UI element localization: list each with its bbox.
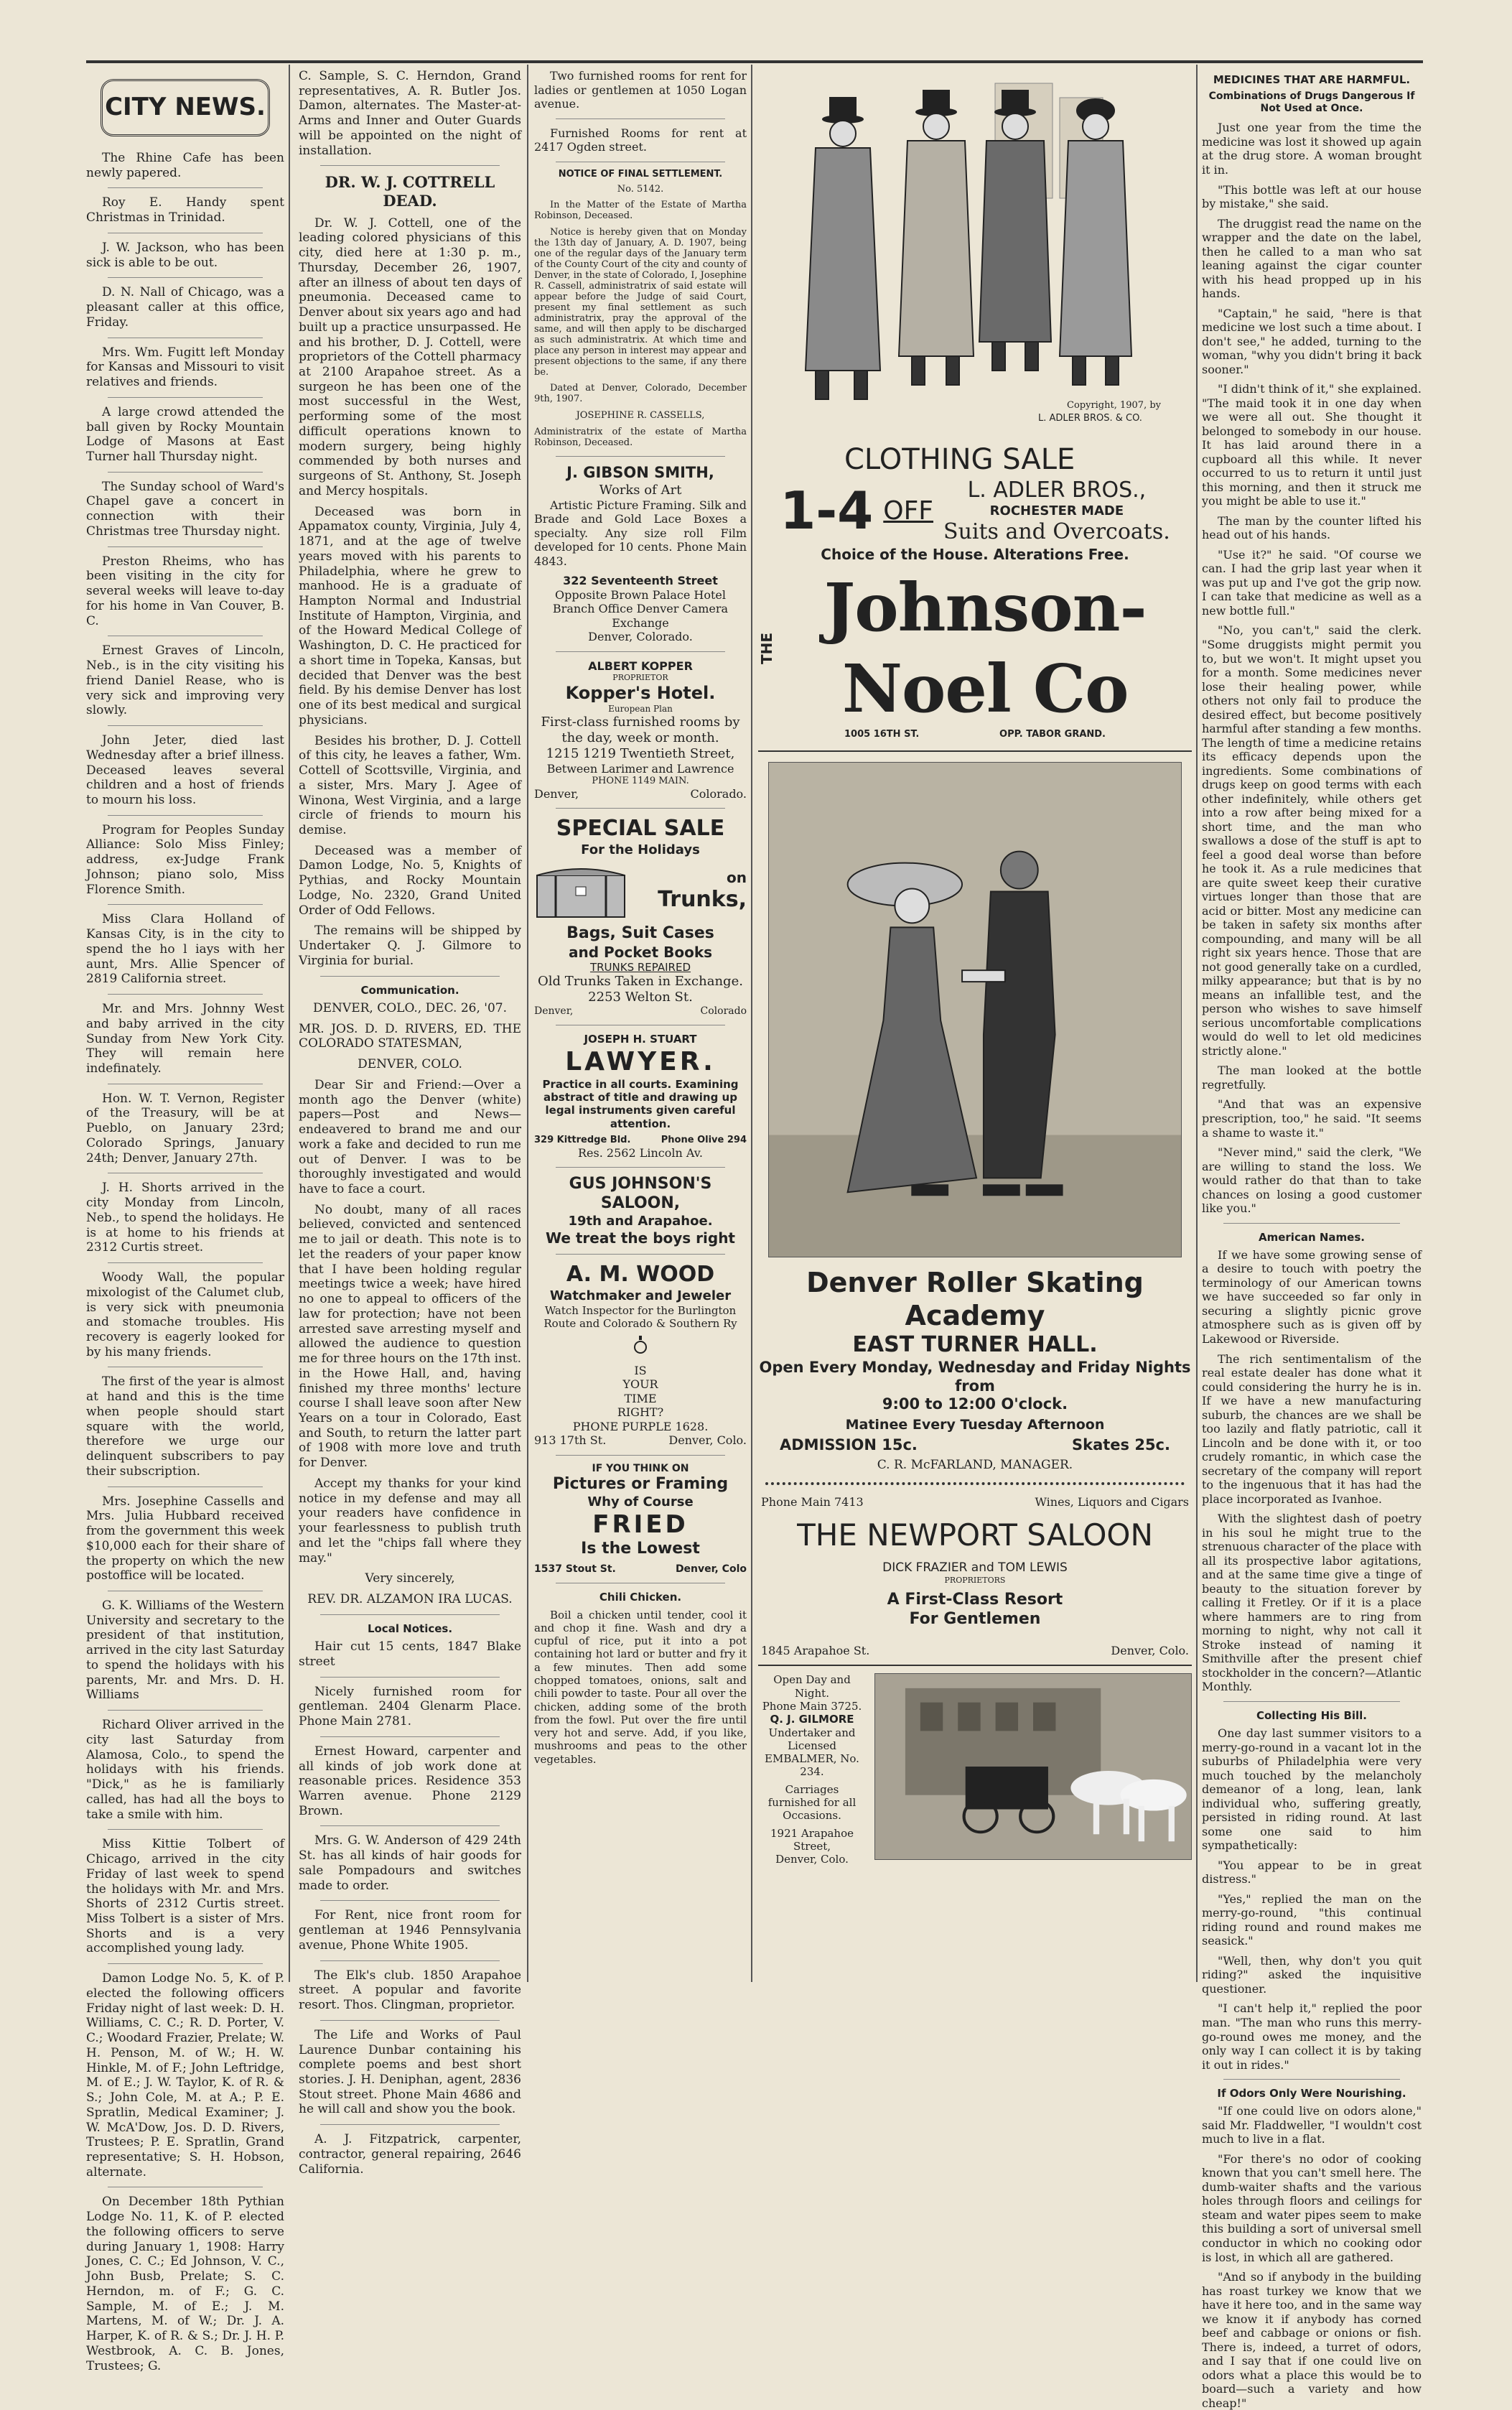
johnson-noel-logo: Johnson-Noel Co [823, 569, 1147, 727]
communication-closing: Very sincerely, [365, 1571, 455, 1586]
paragraph: Richard Oliver arrived in the city last Saturday from Alamosa, Colo., to spend the holidays with his friends. "Dick," as he is familiarly called, has had all the boys to take a smile with him. [86, 1718, 284, 1822]
gibson-subtitle: Works of Art [599, 482, 682, 498]
chili-chicken-recipe: Boil a chicken until tender, cool it and chop it fine. Wash and dry a cupful of rice, put it into a pot containing hot lard or butter and fry it a few minutes. Then add some chopped tomatoes, onions, salt and chili powder to taste. Pour all over the chicken, adding some of the broth from the fowl. Put over the fire until very hot and serve. Add, if you like, mushrooms and peas to the other vegetables. [534, 1608, 747, 1766]
paragraph: "Never mind," said the clerk, "We are willing to stand the loss. We would rather do that than to take chances on losing a good customer like you." [1202, 1145, 1422, 1216]
paragraph: "Captain," he said, "here is that medicine we lost such a time about. I don't see," he added, turning to the woman, "why you didn't bring it back sooner." [1202, 306, 1422, 376]
skating-manager: C. R. McFARLAND, MANAGER. [877, 1457, 1073, 1472]
divider [108, 1262, 263, 1263]
divider [556, 118, 725, 119]
notice-dated: Dated at Denver, Colorado, December 9th, 1907. [534, 383, 747, 405]
fried-lowest: Is the Lowest [581, 1540, 700, 1558]
trunk-icon [534, 862, 627, 920]
adler-copyright-holder: L. ADLER BROS. & CO. [1038, 413, 1142, 424]
divider [1223, 1701, 1400, 1702]
special-sale-ad [534, 816, 747, 1018]
newport-name: THE NEWPORT SALOON [797, 1517, 1153, 1553]
paragraph: Mrs. G. W. Anderson of 429 24th St. has all kinds of hair goods for sale Pompadours and switches made to order. [299, 1833, 521, 1893]
divider [108, 277, 263, 278]
top-rule [86, 60, 1423, 63]
notice-headline: NOTICE OF FINAL SETTLEMENT. [558, 168, 723, 180]
divider [320, 1614, 500, 1615]
paragraph: One day last summer visitors to a merry-go-round in a vacant lot in the suburbs of Philadelphia were very much touched by the melancholy demeanor of a long, lean, lank individual who, suffering greatly, persisted in riding round. At last some one said to him sympathetically: [1202, 1726, 1422, 1853]
paragraph: Miss Kittie Tolbert of Chicago, arrived in the city Friday of last week to spend the holidays with Mr. and Mrs. Shorts of 2312 Curtis street. Miss Tolbert is a sister of Mrs. Shorts and is a very accomplished young lady. [86, 1837, 284, 1956]
adler-clothing-ad [758, 442, 1192, 740]
paragraph: D. N. Nall of Chicago, was a pleasant caller at this office, Friday. [86, 285, 284, 330]
fried-pictures: Pictures or Framing [552, 1475, 729, 1494]
paragraph: The man by the counter lifted his head out of his hands. [1202, 513, 1422, 542]
column-divider [751, 65, 752, 1982]
stuart-lawyer-ad [534, 1033, 747, 1160]
medicines-article [1202, 121, 1422, 1215]
wood-question: YOUR [622, 1377, 658, 1392]
paragraph: "For there's no odor of cooking known that you can't smell here. The dumb-waiter shafts and the various holes through floors and ceilings for steam and water pipes seem to make this building a sort of universal smell conductor in which no cooking odor is lost, in which all are gathered. [1202, 2151, 1422, 2264]
notice-signature: JOSEPHINE R. CASSELLS, [576, 410, 705, 422]
paragraph: Program for Peoples Sunday Alliance: Solo Miss Finley; address, ex-Judge Frank Johnson; piano solo, Miss Florence Smith. [86, 822, 284, 897]
odors-article [1202, 2104, 1422, 2410]
paragraph: "This bottle was left at our house by mistake," she said. [1202, 182, 1422, 211]
wood-question: TIME [624, 1391, 657, 1405]
medicines-subhead: Combinations of Drugs Dangerous If Not Used at Once. [1208, 90, 1415, 115]
city-news-items [86, 151, 284, 2373]
column-city-news [86, 69, 284, 2373]
rooms-notice: Two furnished rooms for rent for ladies or gentlemen at 1050 Logan avenue. [534, 69, 747, 111]
chili-chicken-headline: Chili Chicken. [599, 1591, 682, 1604]
local-notices [299, 1639, 521, 2177]
skating-title: Denver Roller Skating Academy [806, 1266, 1144, 1332]
sale-bags: Bags, Suit Cases [566, 923, 714, 942]
divider [320, 1736, 500, 1737]
newport-for-gentlemen: For Gentlemen [909, 1610, 1041, 1629]
paragraph: "I can't help it," replied the poor man. "The man who runs this merry-go-round owes me money, and the only way I can collect it is by taking it out in rides." [1202, 2001, 1422, 2072]
johnson-noel-address: 1005 16TH ST. [844, 728, 920, 740]
paragraph: Mrs. Josephine Cassells and Mrs. Julia Hubbard received from the government this week $10,000 each for their share of the property on which the new postoffice will be located. [86, 1494, 284, 1583]
city-news-header: CITY NEWS. [101, 79, 270, 136]
wood-question: RIGHT? [617, 1405, 664, 1420]
gilmore-title: Undertaker and Licensed EMBALMER, No. 234. [765, 1726, 859, 1779]
kopper-proprietor: PROPRIETOR [612, 673, 668, 683]
paragraph: The Elk's club. 1850 Arapahoe street. A popular and favorite resort. Thos. Clingman, proprietor. [299, 1968, 521, 2013]
gibson-city: Denver, Colorado. [588, 630, 693, 644]
final-settlement-notice [534, 169, 747, 450]
kopper-between: Between Larimer and Lawrence [546, 761, 734, 776]
sale-state: Colorado [700, 1005, 747, 1018]
paragraph: Deceased was born in Appamatox county, Virginia, July 4, 1871, and at the age of twelve years moved with his parents to Philadelphia, where he grew to manhood. He is a graduate of Hampton Normal and Industrial Institute of Hampton, Virginia, and of the Howard Medical College of Washington, D. C. He practiced for a short time in Topeka, Kansas, but decided that Denver was the best field. By his demise Denver has lost one of its best medical and surgical physicians. [299, 504, 521, 727]
paragraph: No doubt, many of all races believed, convicted and sentenced me to jail or death. This note is to let the readers of your paper know that I have been holding regular meetings twice a week; have hired no one to appeal to officers of the law for protection; have not been arrested save arresting myself and allowed the audience to question me for three hours on the 17th inst. in the Howe Hall, and, having finished my three months' lecture course I shall leave soon after New Years on a tour in Colorado, East and South, to return the latter part of 1908 with more love and truth for Denver. [299, 1202, 521, 1471]
suits-overcoats: Suits and Overcoats. [943, 519, 1170, 545]
divider [320, 976, 500, 977]
paragraph: The Sunday school of Ward's Chapel gave a concert in connection with their Christmas tree Thursday night. [86, 479, 284, 539]
sale-old-trunks: Old Trunks Taken in Exchange. [538, 974, 743, 990]
fried-if: IF YOU THINK ON [592, 1462, 689, 1474]
paragraph: Roy E. Handy spent Christmas in Trinidad. [86, 195, 284, 225]
divider [320, 2124, 500, 2125]
paragraph: Miss Clara Holland of Kansas City, is in the city to spend the ho l iays with her aunt, Mrs. Allie Spencer of 2819 California street. [86, 912, 284, 987]
divider [108, 546, 263, 547]
paragraph: "And that was an expensive prescription, too," he said. "It seems a shame to waste it." [1202, 1097, 1422, 1140]
divider [320, 165, 500, 166]
skating-admission: ADMISSION 15c. [780, 1436, 918, 1453]
divider [758, 750, 1192, 752]
divider [556, 808, 725, 809]
choice-of-house: Choice of the House. Alterations Free. [821, 545, 1129, 563]
local-notices-headline: Local Notices. [367, 1622, 453, 1635]
paragraph: Nicely furnished room for gentleman. 2404 Glenarm Place. Phone Main 2781. [299, 1684, 521, 1729]
paragraph: Preston Rheims, who has been visiting in the city for several weeks will leave to-day for his home in Van Couver, B. C. [86, 554, 284, 628]
paragraph: On December 18th Pythian Lodge No. 11, K. of P. elected the following officers to serve during January 1, 1908: Harry Jones, C. C.; Ed Johnson, V. C., John Busb, Prelate; S. C. Herndon, m. of F.; G. C. Sample, M. of E.; J. M. Martens, M. of W.; Dr. J. A. Harper, K. of R. & S.; Dr. J. H. P. Westbrook, A. C. B. Jones, Trustees; G. [86, 2195, 284, 2373]
kopper-address: 1215 1219 Twentieth Street, [546, 745, 735, 761]
communication-body [299, 1078, 521, 1566]
gus-name: GUS JOHNSON'S SALOON, [569, 1175, 712, 1213]
medicines-headline: MEDICINES THAT ARE HARMFUL. [1213, 73, 1411, 86]
paragraph: "You appear to be in great distress." [1202, 1858, 1422, 1886]
gilmore-undertaker-ad [758, 1673, 1192, 1866]
divider [556, 1455, 725, 1456]
johnson-noel-the: THE [758, 632, 775, 664]
sale-address: 2253 Welton St. [588, 990, 693, 1005]
paragraph: Mr. and Mrs. Johnny West and baby arrived in the city Sunday from New York City. They will remain here indefinately. [86, 1002, 284, 1076]
gilmore-address: 1921 Arapahoe Street, [770, 1826, 854, 1853]
newport-city: Denver, Colo. [1111, 1643, 1189, 1657]
paragraph: If we have some growing sense of a desire to touch with poetry the terminology of our American towns we have succeeded so far only in securing a slightly picnic grove atmosphere such as is given off by Lakewood or Riverside. [1202, 1247, 1422, 1346]
gibson-branch: Branch Office Denver Camera Exchange [552, 602, 729, 630]
skating-academy-ad [758, 1266, 1192, 1473]
odors-headline: If Odors Only Were Nourishing. [1217, 2087, 1406, 2100]
fried-why: Why of Course [587, 1494, 694, 1509]
cottrell-article [299, 216, 521, 969]
adler-name: L. ADLER BROS., [967, 477, 1147, 503]
divider [108, 994, 263, 995]
paragraph: The rich sentimentalism of the real estate dealer has done what it could considering the hurry he is in. If we have a new manufacturing suburb, the chances are we shall be too lazily and flatly patriotic, call it Lincoln and be done with it, or too crudely romantic, in which case the secretary of the company will report to the ingenuous that it has had the place incorporated as Ivanhoe. [1202, 1351, 1422, 1506]
divider [108, 397, 263, 398]
fried-name: FRIED [592, 1509, 689, 1539]
newport-wines: Wines, Liquors and Cigars [1035, 1495, 1189, 1509]
divider [1223, 2079, 1400, 2080]
divider [320, 1900, 500, 1901]
decorative-border [765, 1482, 1185, 1485]
paragraph: J. H. Shorts arrived in the city Monday from Lincoln, Neb., to spend the holidays. He is at home to his friends at 2312 Curtis street. [86, 1181, 284, 1255]
notice-number: No. 5142. [617, 183, 664, 195]
divider [108, 904, 263, 905]
divider [758, 1665, 1192, 1666]
skating-open: Open Every Monday, Wednesday and Friday Nights from [759, 1358, 1191, 1395]
divider [320, 1960, 500, 1961]
column-five [1202, 69, 1422, 2410]
divider [108, 1710, 263, 1711]
clothing-sale-headline: CLOTHING SALE [844, 443, 1075, 476]
collecting-bill-article [1202, 1726, 1422, 2072]
divider [108, 815, 263, 816]
divider [320, 1677, 500, 1678]
gilmore-carriages: Carriages furnished for all Occasions. [767, 1782, 857, 1823]
skating-time: 9:00 to 12:00 O'clock. [882, 1395, 1068, 1413]
gilmore-open: Open Day and Night. [773, 1673, 851, 1700]
divider [556, 456, 725, 457]
wood-jeweler-ad [534, 1262, 747, 1448]
men-in-overcoats-illustration [758, 69, 1192, 442]
paragraph: Accept my thanks for your kind notice in my defense and may all your readers have confidence in your fearlessness to publish truth and let the "chips fall where they may." [299, 1476, 521, 1565]
gilmore-phone: Phone Main 3725. [762, 1699, 862, 1713]
paragraph: The druggist read the name on the wrapper and the date on the label, then he called to a man who sat leaning against the cigar counter with his head propped up in his hands. [1202, 216, 1422, 301]
gus-address: 19th and Arapahoe. [568, 1213, 713, 1229]
paragraph: Woody Wall, the popular mixologist of the Calumet club, is very sick with pneumonia and stomache troubles. His recovery is eagerly looked for by his many friends. [86, 1270, 284, 1359]
paragraph: G. K. Williams of the Western University and secretary to the president of that institution, arrived in the city last Saturday to spend the holidays with his parents, Mr. and Mrs. D. H. Williams [86, 1599, 284, 1703]
sale-trunks: Trunks, [658, 886, 747, 912]
skaters-image [769, 763, 1181, 1257]
discount-fraction: 1-4 [780, 480, 874, 541]
wood-city: Denver, Colo. [668, 1433, 747, 1448]
stuart-title: LAWYER. [565, 1046, 716, 1076]
paragraph: John Jeter, died last Wednesday after a brief illness. Deceased leaves several children and a host of friends to mourn his loss. [86, 733, 284, 807]
paragraph: Just one year from the time the medicine was lost it showed up again at the drug store. A woman brought it in. [1202, 121, 1422, 177]
fried-city: Denver, Colo [675, 1563, 747, 1576]
gibson-smith-ad [534, 464, 747, 644]
paragraph: Dr. W. J. Cottell, one of the leading colored physicians of this city, died here at 1:30 p. m., Thursday, December 26, 1907, after an illness of about ten days of pneumonia. Deceased came to Denver about six years ago and had built up a practice unsurpassed. He and his brother, D. J. Cottell, were proprietors of the Cottell pharmacy at 2100 Arapahoe street. As a surgeon he has been one of the most successful in the West, performing some of the most difficult operations known to modern surgery, being highly commended by both nurses and surgeons of St. Anthony, St. Joseph and Mercy hospitals. [299, 215, 521, 498]
divider [556, 1254, 725, 1255]
paragraph: A large crowd attended the ball given by Rocky Mountain Lodge of Masons at East Turner hall Thursday night. [86, 404, 284, 465]
fried-address: 1537 Stout St. [534, 1563, 616, 1576]
horse-carriage-image [875, 1674, 1191, 1859]
notice-signature-title: Administratrix of the estate of Martha Robinson, Deceased. [534, 427, 747, 449]
paragraph: For Rent, nice front room for gentleman at 1946 Pennsylvania avenue, Phone White 1905. [299, 1908, 521, 1953]
column-divider [1196, 65, 1198, 1982]
american-names-article [1202, 1248, 1422, 1694]
kopper-plan: European Plan [608, 704, 673, 715]
newport-address: 1845 Arapahoe St. [761, 1643, 870, 1657]
discount-off: OFF [883, 496, 934, 526]
carriage-photo [874, 1673, 1192, 1860]
newport-phone: Phone Main 7413 [761, 1495, 864, 1509]
sale-pocket-books: and Pocket Books [568, 943, 713, 961]
kopper-name: ALBERT KOPPER [588, 659, 693, 673]
kopper-state: Colorado. [690, 786, 747, 801]
paragraph: "I didn't think of it," she explained. "The maid took it in one day when we were all out. She thought it belonged to somebody in our house. It has laid around there in a cupboard all this while. It never occurred to us to return it until just this morning, and then it struck me you might be able to use it." [1202, 382, 1422, 508]
communication-headline: Communication. [360, 983, 459, 997]
wood-phone: PHONE PURPLE 1628. [572, 1419, 709, 1433]
divider [108, 1829, 263, 1830]
paragraph: J. W. Jackson, who has been sick is able to be out. [86, 240, 284, 270]
column-divider [527, 65, 528, 1982]
gibson-opposite: Opposite Brown Palace Hotel [554, 587, 727, 602]
divider [108, 187, 263, 188]
communication-signature: REV. DR. ALZAMON IRA LUCAS. [307, 1592, 513, 1607]
paragraph: Besides his brother, D. J. Cottell of this city, he leaves a father, Wm. Cottell of Scottsville, Virginia, and a sister, Mrs. Mary J. Agee of Winona, West Virginia, and a large circle of friends to mourn his demise. [299, 733, 521, 837]
paragraph: "Well, then, why don't you quit riding?" asked the inquisitive questioner. [1202, 1953, 1422, 1996]
paragraph: Dear Sir and Friend:—Over a month ago the Denver (white) papers—Post and News—endeavered to brand me and our work a fake and decided to run me out of Denver. I was to be thoroughly investigated and would have to face a court. [299, 1077, 521, 1196]
kopper-hotel-ad [534, 659, 747, 801]
installation-continued: C. Sample, S. C. Herndon, Grand representatives, A. R. Butler Jos. Damon, alternates. The Master-at-Arms and Inner and Outer Guards will be appointed on the night of installation. [299, 69, 521, 158]
sale-city: Denver, [534, 1005, 574, 1018]
paragraph: Hair cut 15 cents, 1847 Blake street [299, 1639, 521, 1669]
sale-repaired: TRUNKS REPAIRED [589, 961, 691, 974]
fried-framing-ad [534, 1463, 747, 1576]
cottrell-headline: DR. W. J. COTTRELL DEAD. [325, 173, 495, 210]
skating-skates-price: Skates 25c. [1071, 1436, 1170, 1453]
paragraph: "No, you can't," said the clerk. "Some druggists might permit you to, but we won't. It might upset you for a month. Some medicines never lose their healing power, while others not only fail to produce the desired effect, but become positively harmful after standing a few months. The length of time a medicine retains its efficacy depends upon the ingredients. Some combinations of drugs keep on good terms with each other indefinitely, while others get into a row after being mixed for a short time, and the man who swallows a dose of the stuff is apt to feel a good deal worse than before he took it. As a rule medicines that are quite sweet keep their curative virtues longer than those that are acid or bitter. Most any medicine can be taken in safety six months after compounding, and many will be all right six years hence. Those that are not good generally take on a curdled, milky appearance; but that is by no means an infallible test, and the person who wishes to save himself serious uncomfortable complications would do well to let old medicines strictly alone." [1202, 623, 1422, 1058]
column-divider [289, 65, 290, 1982]
divider [556, 1167, 725, 1168]
gilmore-name: Q. J. GILMORE [770, 1713, 854, 1726]
johnson-noel-opposite: OPP. TABOR GRAND. [999, 728, 1106, 740]
paragraph: Mrs. Wm. Fugitt left Monday for Kansas and Missouri to visit relatives and friends. [86, 345, 284, 390]
kopper-hotel-title: Kopper's Hotel. [565, 682, 716, 703]
adler-illustration [758, 69, 1192, 442]
collecting-bill-headline: Collecting His Bill. [1256, 1708, 1367, 1722]
wood-address: 913 17th St. [534, 1433, 607, 1448]
stuart-phone: Phone Olive 294 [661, 1134, 747, 1145]
column-three [534, 69, 747, 1982]
paragraph: The man looked at the bottle regretfully. [1202, 1064, 1422, 1092]
kopper-body: First-class furnished rooms by the day, week or month. [541, 714, 740, 745]
stuart-residence: Res. 2562 Lincoln Av. [578, 1145, 703, 1160]
newport-proprietors: DICK FRAZIER and TOM LEWIS [882, 1560, 1068, 1576]
watch-icon [633, 1334, 648, 1356]
paragraph: The Life and Works of Paul Laurence Dunbar containing his complete poems and best short stories. J. H. Deniphan, agent, 2836 Stout street. Phone Main 4686 and he will call and show you the book. [299, 2027, 521, 2117]
divider [108, 1963, 263, 1964]
wood-name: A. M. WOOD [566, 1262, 715, 1288]
paragraph: The remains will be shipped by Undertaker Q. J. Gilmore to Virginia for burial. [299, 923, 521, 968]
wood-question: IS [634, 1363, 647, 1377]
american-names-headline: American Names. [1259, 1230, 1365, 1244]
paragraph: Hon. W. T. Vernon, Register of the Treasury, will be at Pueblo, on January 23rd; Colorado Springs, January 24th; Denver, January 27th. [86, 1091, 284, 1166]
adler-copyright: Copyright, 1907, by [1067, 400, 1162, 411]
rooms-notice: Furnished Rooms for rent at 2417 Ogden street. [534, 126, 747, 154]
notice-matter: In the Matter of the Estate of Martha Robinson, Deceased. [534, 200, 747, 222]
divider [108, 725, 263, 726]
sale-on: on [727, 869, 747, 887]
kopper-city: Denver, [534, 786, 579, 801]
divider [556, 651, 725, 652]
paragraph: "If one could live on odors alone," said Mr. Fladdweller, "I wouldn't cost much to live in a flat. [1202, 2104, 1422, 2146]
skating-hall: EAST TURNER HALL. [852, 1332, 1098, 1358]
wood-subtitle: Watchmaker and Jeweler [549, 1288, 732, 1303]
skating-matinee: Matinee Every Tuesday Afternoon [845, 1416, 1105, 1433]
gilmore-city: Denver, Colo. [775, 1853, 849, 1866]
gibson-body: Artistic Picture Framing. Silk and Brade and Gold Lace Boxes a specialty. Any size roll Film developed for 10 cents. Phone Main 4843. [534, 498, 747, 568]
gus-tagline: We treat the boys right [545, 1229, 735, 1247]
newport-proprietors-label: PROPRIETORS [944, 1575, 1006, 1585]
newport-saloon-ad [758, 1495, 1192, 1657]
sale-for: For the Holidays [581, 842, 700, 858]
divider [320, 2020, 500, 2021]
stuart-address: 329 Kittredge Bld. [534, 1134, 631, 1145]
skating-couple-illustration [768, 762, 1182, 1257]
paragraph: The first of the year is almost at hand and this is the time when people should start square with the world, therefore we urge our delinquent subscribers to pay their subscription. [86, 1374, 284, 1479]
gibson-address: 322 Seventeenth Street [563, 574, 718, 588]
column-four-ads [758, 69, 1192, 1982]
communication-city: DENVER, COLO. [358, 1057, 462, 1072]
rochester-made: ROCHESTER MADE [989, 503, 1124, 519]
notice-body: Notice is hereby given that on Monday the 13th day of January, A. D. 1907, being one of the regular days of the January term of the County Court of the city and county of Denver, in the state of Colorado, I, Josephine R. Cassell, administratrix of said estate will appear before the Judge of said Court, present my final settlement as such administratrix, pray the approval of the same, and will then apply to be discharged as such administratrix. At which time and place any person in interest may appear and present objections to the same, if any there be. [534, 227, 747, 378]
paragraph: With the slightest dash of poetry in his soul he might true to the strenuous character of the place with all its prospective labor agitations, and at the same time give a tinge of beauty to the situation forever by calling it Fretley. Or if it is a place where hammers are to ring from morning to night, why not call it Stroke instead of naming it Smithville after the present chief stockholder in the concern?—Atlantic Monthly. [1202, 1512, 1422, 1694]
divider [320, 1825, 500, 1826]
divider [1223, 1223, 1400, 1224]
paragraph: "Yes," replied the man on the merry-go-round, "this continual riding round and round makes me seasick." [1202, 1892, 1422, 1948]
communication-address: MR. JOS. D. D. RIVERS, ED. THE COLORADO STATESMAN, [299, 1021, 521, 1051]
gibson-name: J. GIBSON SMITH, [566, 464, 714, 482]
paragraph: A. J. Fitzpatrick, carpenter, contractor, general repairing, 2646 California. [299, 2132, 521, 2177]
paragraph: Deceased was a member of Damon Lodge, No. 5, Knights of Pythias, and Rocky Mountain Lodge, No. 2320, Grand United Order of Odd Fellows. [299, 843, 521, 918]
wood-body: Watch Inspector for the Burlington Route and Colorado & Southern Ry [543, 1303, 737, 1331]
divider [108, 472, 263, 473]
newport-resort: A First-Class Resort [887, 1591, 1063, 1609]
stuart-body: Practice in all courts. Examining abstract of title and drawing up legal instruments given careful attention. [542, 1077, 739, 1130]
paragraph: Ernest Graves of Lincoln, Neb., is in the city visiting his friend Daniel Rease, who is very sick and improving very slowly. [86, 643, 284, 718]
paragraph: Damon Lodge No. 5, K. of P. elected the following officers Friday night of last week: D. H. Williams, C. C.; R. D. Porter, V. C.; Woodard Frazier, Prelate; W. H. Penson, M. of W.; H. W. Hinkle, M. of F.; John Leftridge, M. of E.; J. W. Taylor, K. of R. & S.; John Cole, M. at A.; P. E. Spratlin, Medical Examiner; J. W. McA'Dow, Jos. D. D. Rivers, Trustees; P. E. Spratlin, Grand representative; S. H. Hobson, alternate. [86, 1971, 284, 2179]
paragraph: "And so if anybody in the building has roast turkey we know that we have it here too, and in the same way we know it if anybody has corned beef and cabbage or onions or fish. There is, indeed, a turret of odors, and I say that if one could live on odors what a place this would be to board—such a variety and how cheap!" [1202, 2270, 1422, 2410]
gus-johnson-ad [534, 1175, 747, 1247]
paragraph: "Use it?" he said. "Of course we can. I had the grip last year when it was put up and I've got the grip now. I can take that medicine as well as a new bottle full." [1202, 547, 1422, 618]
stuart-name: JOSEPH H. STUART [584, 1033, 697, 1046]
paragraph: Ernest Howard, carpenter and all kinds of job work done at reasonable prices. Residence 353 Warren avenue. Phone 2129 Brown. [299, 1744, 521, 1818]
communication-dateline: DENVER, COLO., DEC. 26, '07. [313, 1000, 507, 1015]
kopper-phone: PHONE 1149 MAIN. [592, 776, 689, 787]
column-two [299, 69, 521, 2177]
sale-headline: SPECIAL SALE [556, 816, 725, 842]
paragraph: The Rhine Cafe has been newly papered. [86, 151, 284, 180]
